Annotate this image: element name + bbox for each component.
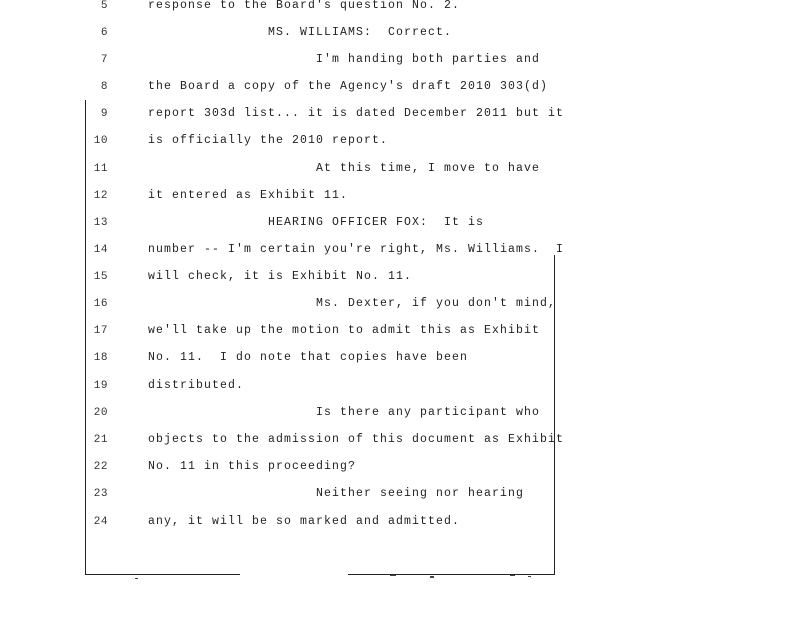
line-number: 20 <box>93 407 108 419</box>
line-number: 22 <box>93 461 108 473</box>
transcript-line: is officially the 2010 report. <box>148 134 389 147</box>
line-number: 18 <box>93 352 108 364</box>
transcript-line: No. 11. I do note that copies have been <box>148 351 469 364</box>
transcript-line: it entered as Exhibit 11. <box>148 189 349 202</box>
line-number: 24 <box>93 516 108 528</box>
transcript-line: report 303d list... it is dated December 2011 but it <box>148 107 565 120</box>
line-number: 16 <box>93 298 108 310</box>
line-number: 15 <box>93 271 108 283</box>
line-number: 5 <box>100 0 108 12</box>
transcript-line: number -- I'm certain you're right, Ms. Williams. I <box>148 243 565 256</box>
line-number: 6 <box>100 27 108 39</box>
line-number: 13 <box>93 217 108 229</box>
line-number: 8 <box>100 81 108 93</box>
line-number: 11 <box>93 163 108 175</box>
transcript-line: MS. WILLIAMS: Correct. <box>148 26 453 39</box>
scan-speckle <box>528 576 531 577</box>
scan-speckle <box>390 575 396 576</box>
bottom-rule-right <box>348 574 555 575</box>
transcript-line: objects to the admission of this document as Exhibit <box>148 433 565 446</box>
transcript-line: any, it will be so marked and admitted. <box>148 515 461 528</box>
transcript-line: the Board a copy of the Agency's draft 2010 303(d) <box>148 80 549 93</box>
scan-speckle <box>510 575 515 576</box>
line-number: 19 <box>93 380 108 392</box>
transcript-line: Is there any participant who <box>148 406 541 419</box>
line-number: 10 <box>93 135 108 147</box>
transcript-line: distributed. <box>148 379 245 392</box>
transcript-line: No. 11 in this proceeding? <box>148 460 357 473</box>
line-number: 21 <box>93 434 108 446</box>
scan-speckle <box>430 576 434 578</box>
line-number: 12 <box>93 190 108 202</box>
transcript-line: HEARING OFFICER FOX: It is <box>148 216 485 229</box>
line-number: 9 <box>100 108 108 120</box>
transcript-line: I'm handing both parties and <box>148 53 541 66</box>
transcript-line: will check, it is Exhibit No. 11. <box>148 270 413 283</box>
transcript-line: response to the Board's question No. 2. <box>148 0 461 12</box>
line-number: 7 <box>100 54 108 66</box>
line-number: 17 <box>93 325 108 337</box>
transcript-line: Neither seeing nor hearing <box>148 487 525 500</box>
transcript-line: Ms. Dexter, if you don't mind, <box>148 297 557 310</box>
scan-speckle <box>135 578 138 579</box>
line-number: 14 <box>93 244 108 256</box>
transcript-line: At this time, I move to have <box>148 162 541 175</box>
bottom-rule-left <box>85 574 240 575</box>
line-number: 23 <box>93 488 108 500</box>
transcript-line: we'll take up the motion to admit this as Exhibit <box>148 324 541 337</box>
